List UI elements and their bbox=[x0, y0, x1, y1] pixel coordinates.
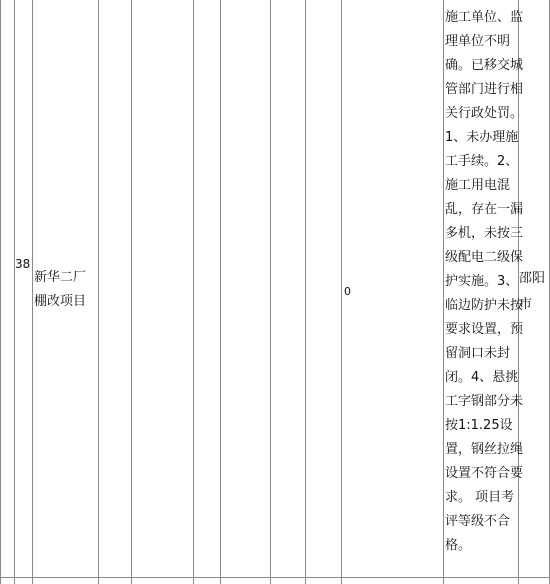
grid-line bbox=[193, 0, 194, 584]
grid-line bbox=[98, 0, 99, 584]
grid-line bbox=[270, 0, 271, 584]
notes-line: 理单位不明 bbox=[445, 34, 511, 49]
value-cell: 0 bbox=[344, 285, 351, 298]
notes-line: 护实施。3、 bbox=[445, 274, 519, 289]
grid-line bbox=[0, 0, 1, 584]
notes-line: 格。 bbox=[445, 538, 472, 553]
notes-line: 留洞口未封 bbox=[445, 346, 511, 361]
row-number-cell: 38 bbox=[15, 257, 31, 271]
grid-line bbox=[341, 0, 342, 584]
notes-line: 管部门进行相 bbox=[445, 82, 524, 97]
notes-line: 评等级不合 bbox=[445, 514, 511, 529]
notes-line: 施工单位、监 bbox=[445, 10, 524, 25]
notes-line: 求。 项目考 bbox=[445, 490, 515, 505]
notes-line: 关行政处罚。 bbox=[445, 106, 524, 121]
notes-line: 临边防护未按 bbox=[445, 298, 524, 313]
notes-line: 按1:1.25设 bbox=[445, 418, 513, 433]
city-cell: 邵阳市 bbox=[519, 271, 546, 312]
notes-line: 置，钢丝拉绳 bbox=[445, 442, 524, 457]
notes-line: 多机，未按三 bbox=[445, 226, 524, 241]
notes-line: 工字钢部分未 bbox=[445, 394, 524, 409]
notes-line: 要求设置，预 bbox=[445, 322, 524, 337]
grid-line bbox=[220, 0, 221, 584]
grid-line bbox=[305, 0, 306, 584]
notes-line: 工手续。2、 bbox=[445, 154, 519, 169]
grid-line bbox=[131, 0, 132, 584]
notes-line: 1、未办理施 bbox=[445, 130, 519, 145]
notes-line: 设置不符合要 bbox=[445, 466, 524, 481]
notes-line: 级配电二级保 bbox=[445, 250, 524, 265]
grid-line bbox=[443, 0, 444, 584]
notes-line: 确。已移交城 bbox=[445, 58, 524, 73]
notes-cell bbox=[445, 6, 523, 558]
grid-line bbox=[32, 0, 33, 584]
grid-line bbox=[0, 577, 550, 578]
project-name-cell: 新华二厂棚改项目 bbox=[34, 270, 87, 309]
notes-line: 闭。4、悬挑 bbox=[445, 370, 519, 385]
notes-line: 乱，存在一漏 bbox=[445, 202, 524, 217]
grid-line bbox=[14, 0, 15, 584]
notes-line: 施工用电混 bbox=[445, 178, 511, 193]
